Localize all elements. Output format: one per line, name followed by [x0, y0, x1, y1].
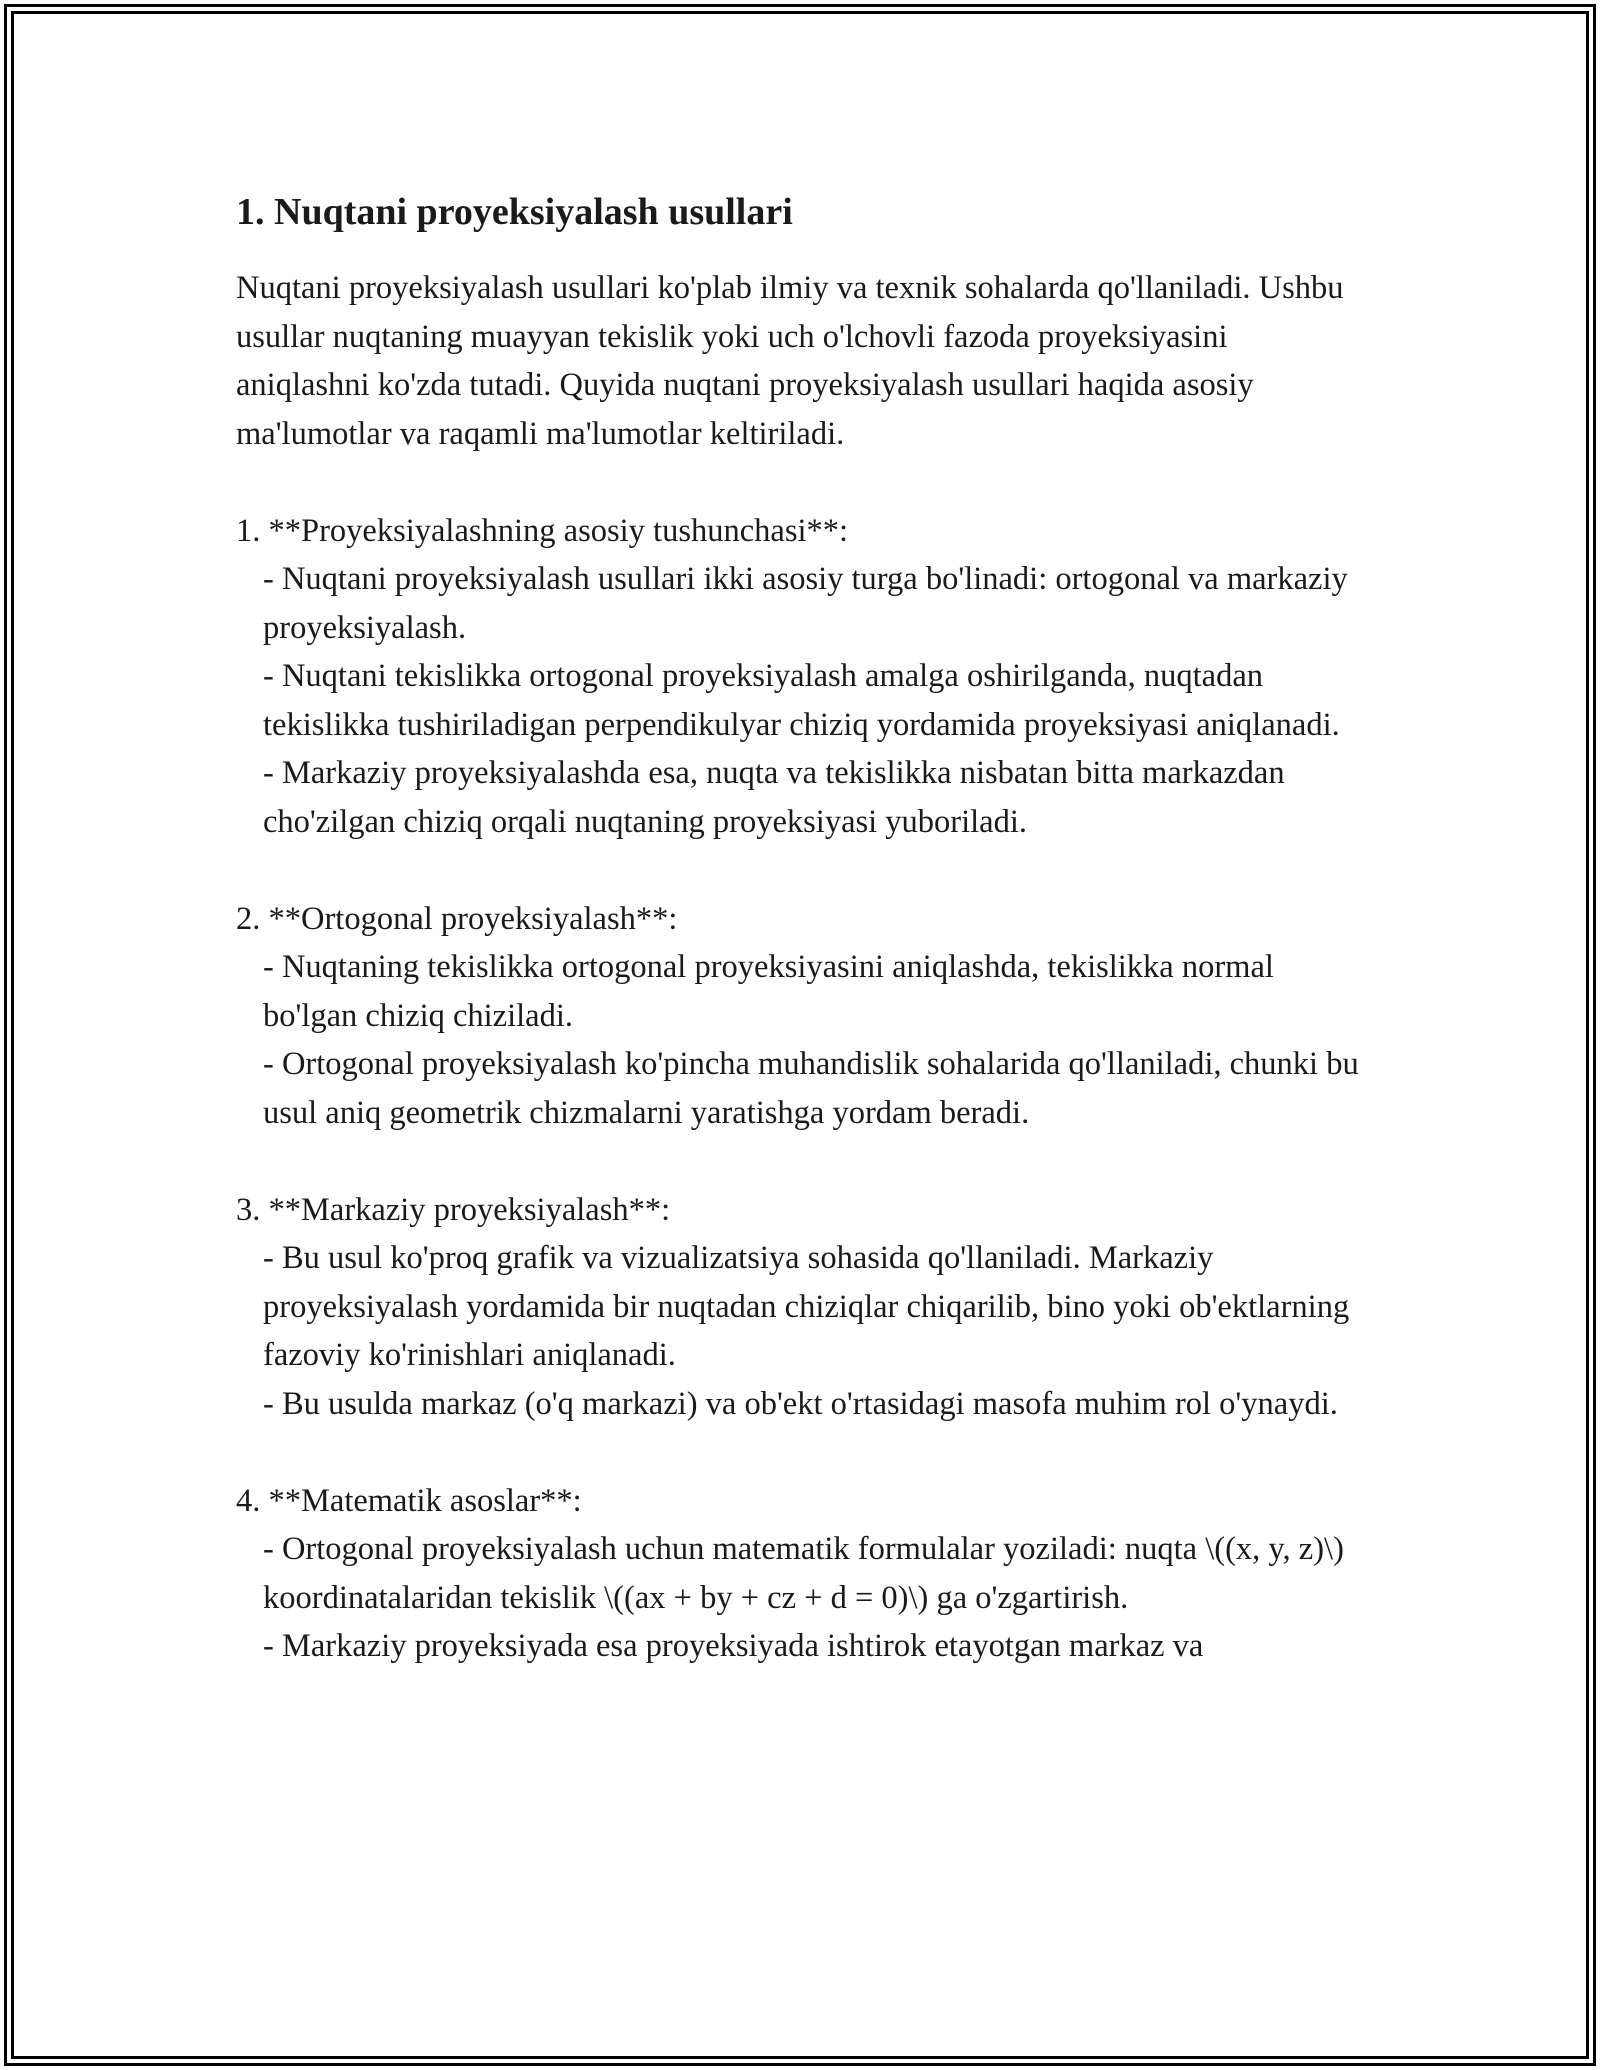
list-item: - Markaziy proyeksiyalashda esa, nuqta va tekislikka nisbatan bitta markazdan cho'zilgan chiziq orqali nuqtaning proyeksiyasi yuboriladi.	[263, 755, 1293, 840]
section-2	[236, 895, 1366, 1138]
intro-paragraph: Nuqtani proyeksiyalash usullari ko'plab ilmiy va texnik sohalarda qo'llaniladi. Ushbu usullar nuqtaning muayyan tekislik yoki uch o'lchovli fazoda proyeksiyasini aniqlashni ko'zda tutadi. Quyida nuqtani proyeksiyalash usullari haqida asosiy ma'lumotlar va raqamli ma'lumotlar keltiriladi.	[236, 270, 1344, 452]
section-4	[236, 1477, 1366, 1671]
list-item: - Ortogonal proyeksiyalash ko'pincha muhandislik sohalarida qo'llaniladi, chunki bu usul aniq geometrik chizmalarni yaratishga yordam beradi.	[263, 1046, 1367, 1131]
section-1	[236, 507, 1366, 847]
section-heading: 4. **Matematik asoslar**:	[236, 1482, 582, 1519]
section-heading: 1. **Proyeksiyalashning asosiy tushunchasi**:	[236, 512, 849, 549]
document-title: 1. Nuqtani proyeksiyalash usullari	[236, 191, 793, 233]
section-3	[236, 1186, 1366, 1429]
section-heading: 3. **Markaziy proyeksiyalash**:	[236, 1191, 671, 1228]
list-item: - Nuqtani tekislikka ortogonal proyeksiyalash amalga oshirilganda, nuqtadan tekislikka tushiriladigan perpendikulyar chiziq yordamida proyeksiyasi aniqlanadi.	[263, 658, 1340, 743]
list-item: - Markaziy proyeksiyada esa proyeksiyada ishtirok etayotgan markaz va	[263, 1628, 1204, 1664]
list-item: - Bu usul ko'proq grafik va vizualizatsiya sohasida qo'llaniladi. Markaziy proyeksiyalash yordamida bir nuqtadan chiziqlar chiqarilib, bino yoki ob'ektlarning fazoviy ko'rinishlari aniqlanadi.	[263, 1240, 1358, 1373]
section-heading: 2. **Ortogonal proyeksiyalash**:	[236, 900, 678, 937]
list-item: - Nuqtaning tekislikka ortogonal proyeksiyasini aniqlashda, tekislikka normal bo'lgan chiziq chiziladi.	[263, 949, 1283, 1034]
list-item: - Ortogonal proyeksiyalash uchun matematik formulalar yoziladi: nuqta \((x, y, z)\) koordinatalaridan tekislik \((ax + by + cz + d = 0)\) ga o'zgartirish.	[263, 1531, 1353, 1616]
document-body	[236, 188, 1366, 1671]
list-item: - Nuqtani proyeksiyalash usullari ikki asosiy turga bo'linadi: ortogonal va markaziy proyeksiyalash.	[263, 561, 1356, 646]
list-item: - Bu usulda markaz (o'q markazi) va ob'ekt o'rtasidagi masofa muhim rol o'ynaydi.	[263, 1385, 1338, 1422]
